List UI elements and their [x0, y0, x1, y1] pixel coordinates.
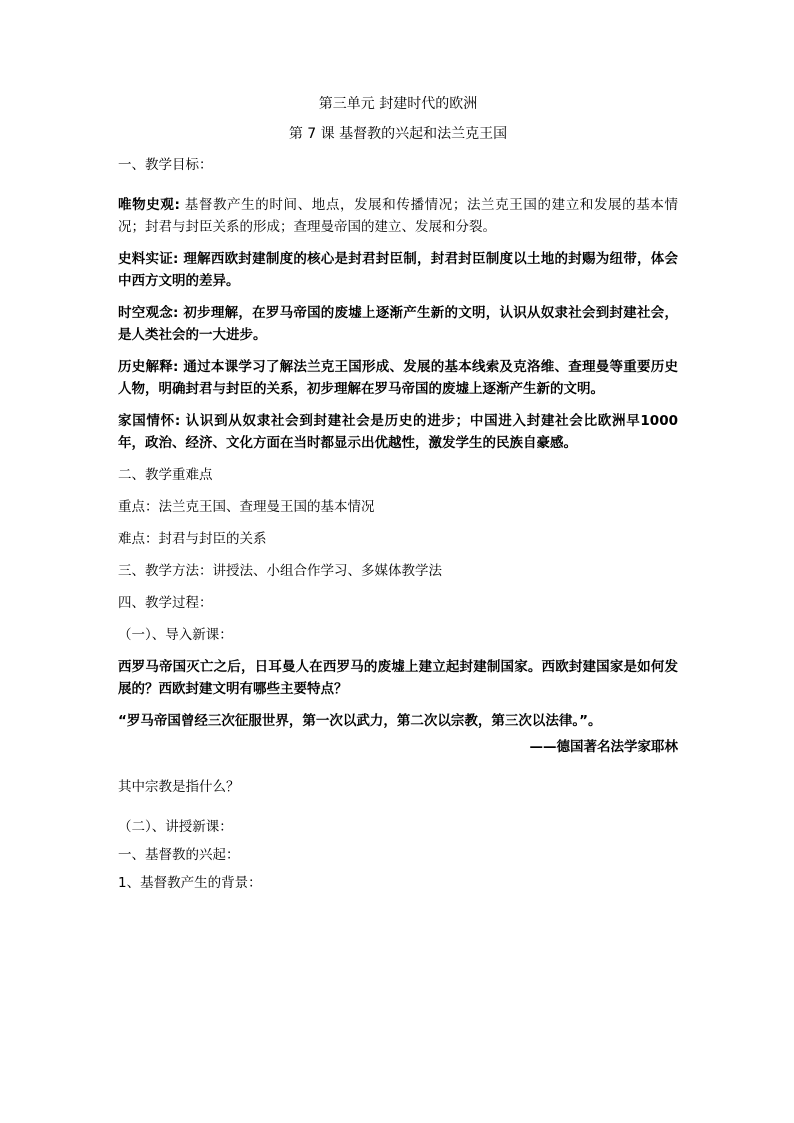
- objective-evidence: [118, 248, 678, 292]
- key-points-heading: 二、教学重难点: [118, 467, 213, 483]
- lesson-title: 第 7 课 基督教的兴起和法兰克王国: [288, 126, 508, 142]
- unit-title: 第三单元 封建时代的欧洲: [318, 96, 478, 112]
- objective-evidence-text: 理解西欧封建制度的核心是封君封臣制，封君封臣制度以土地的封赐为纽带，体会中西方文明的差异。: [118, 251, 678, 289]
- objective-interpretation-label: 历史解释:: [118, 359, 179, 375]
- objective-patriotism-text: 认识到从奴隶社会到封建社会是历史的进步；中国进入封建社会比欧洲早1000 年，政治、经济、文化方面在当时都显示出优越性，激发学生的民族自豪感。: [118, 413, 678, 451]
- objective-evidence-label: 史料实证:: [118, 251, 179, 267]
- objective-spacetime-text: 初步理解，在罗马帝国的废墟上逐渐产生新的文明，认识从奴隶社会到封建社会，是人类社会的一大进步。: [118, 305, 678, 343]
- objective-spacetime-label: 时空观念:: [118, 305, 179, 321]
- objective-materialism-text: 基督教产生的时间、地点，发展和传播情况；法兰克王国的建立和发展的基本情况；封君与封臣关系的形成；查理曼帝国的建立、发展和分裂。: [118, 197, 678, 235]
- quote-attribution: ——德国著名法学家耶林: [529, 739, 678, 755]
- subsection-background: 1、基督教产生的背景：: [118, 875, 262, 891]
- new-lesson-heading: （二）、讲授新课：: [118, 819, 233, 835]
- document-page: [118, 94, 678, 900]
- objective-spacetime: [118, 302, 678, 346]
- quote-text: “罗马帝国曾经三次征服世界，第一次以武力，第二次以宗教，第三次以法律。”。: [118, 713, 602, 729]
- objectives-heading: 一、教学目标：: [118, 157, 213, 173]
- section-heading-christianity: 一、基督教的兴起：: [118, 847, 240, 863]
- objective-interpretation: [118, 356, 678, 400]
- objective-patriotism-label: 家国情怀:: [118, 413, 181, 429]
- intro-text: 西罗马帝国灭亡之后，日耳曼人在西罗马的废墟上建立起封建制国家。西欧封建国家是如何发展的？西欧封建文明有哪些主要特点？: [118, 659, 678, 697]
- key-point: 重点：法兰克王国、查理曼王国的基本情况: [118, 499, 375, 515]
- intro-heading: （一）、导入新课：: [118, 627, 233, 643]
- question-text: 其中宗教是指什么？: [118, 779, 240, 795]
- objective-interpretation-text: 通过本课学习了解法兰克王国形成、发展的基本线索及克洛维、查理曼等重要历史人物，明确封君与封臣的关系，初步理解在罗马帝国的废墟上逐渐产生新的文明。: [118, 359, 678, 397]
- objective-materialism: [118, 194, 678, 238]
- objective-patriotism: [118, 410, 678, 454]
- difficult-point: 难点：封君与封臣的关系: [118, 531, 267, 547]
- teaching-methods: 三、教学方法：讲授法、小组合作学习、多媒体教学法: [118, 563, 442, 579]
- process-heading: 四、教学过程：: [118, 595, 213, 611]
- objective-materialism-label: 唯物史观:: [118, 197, 180, 213]
